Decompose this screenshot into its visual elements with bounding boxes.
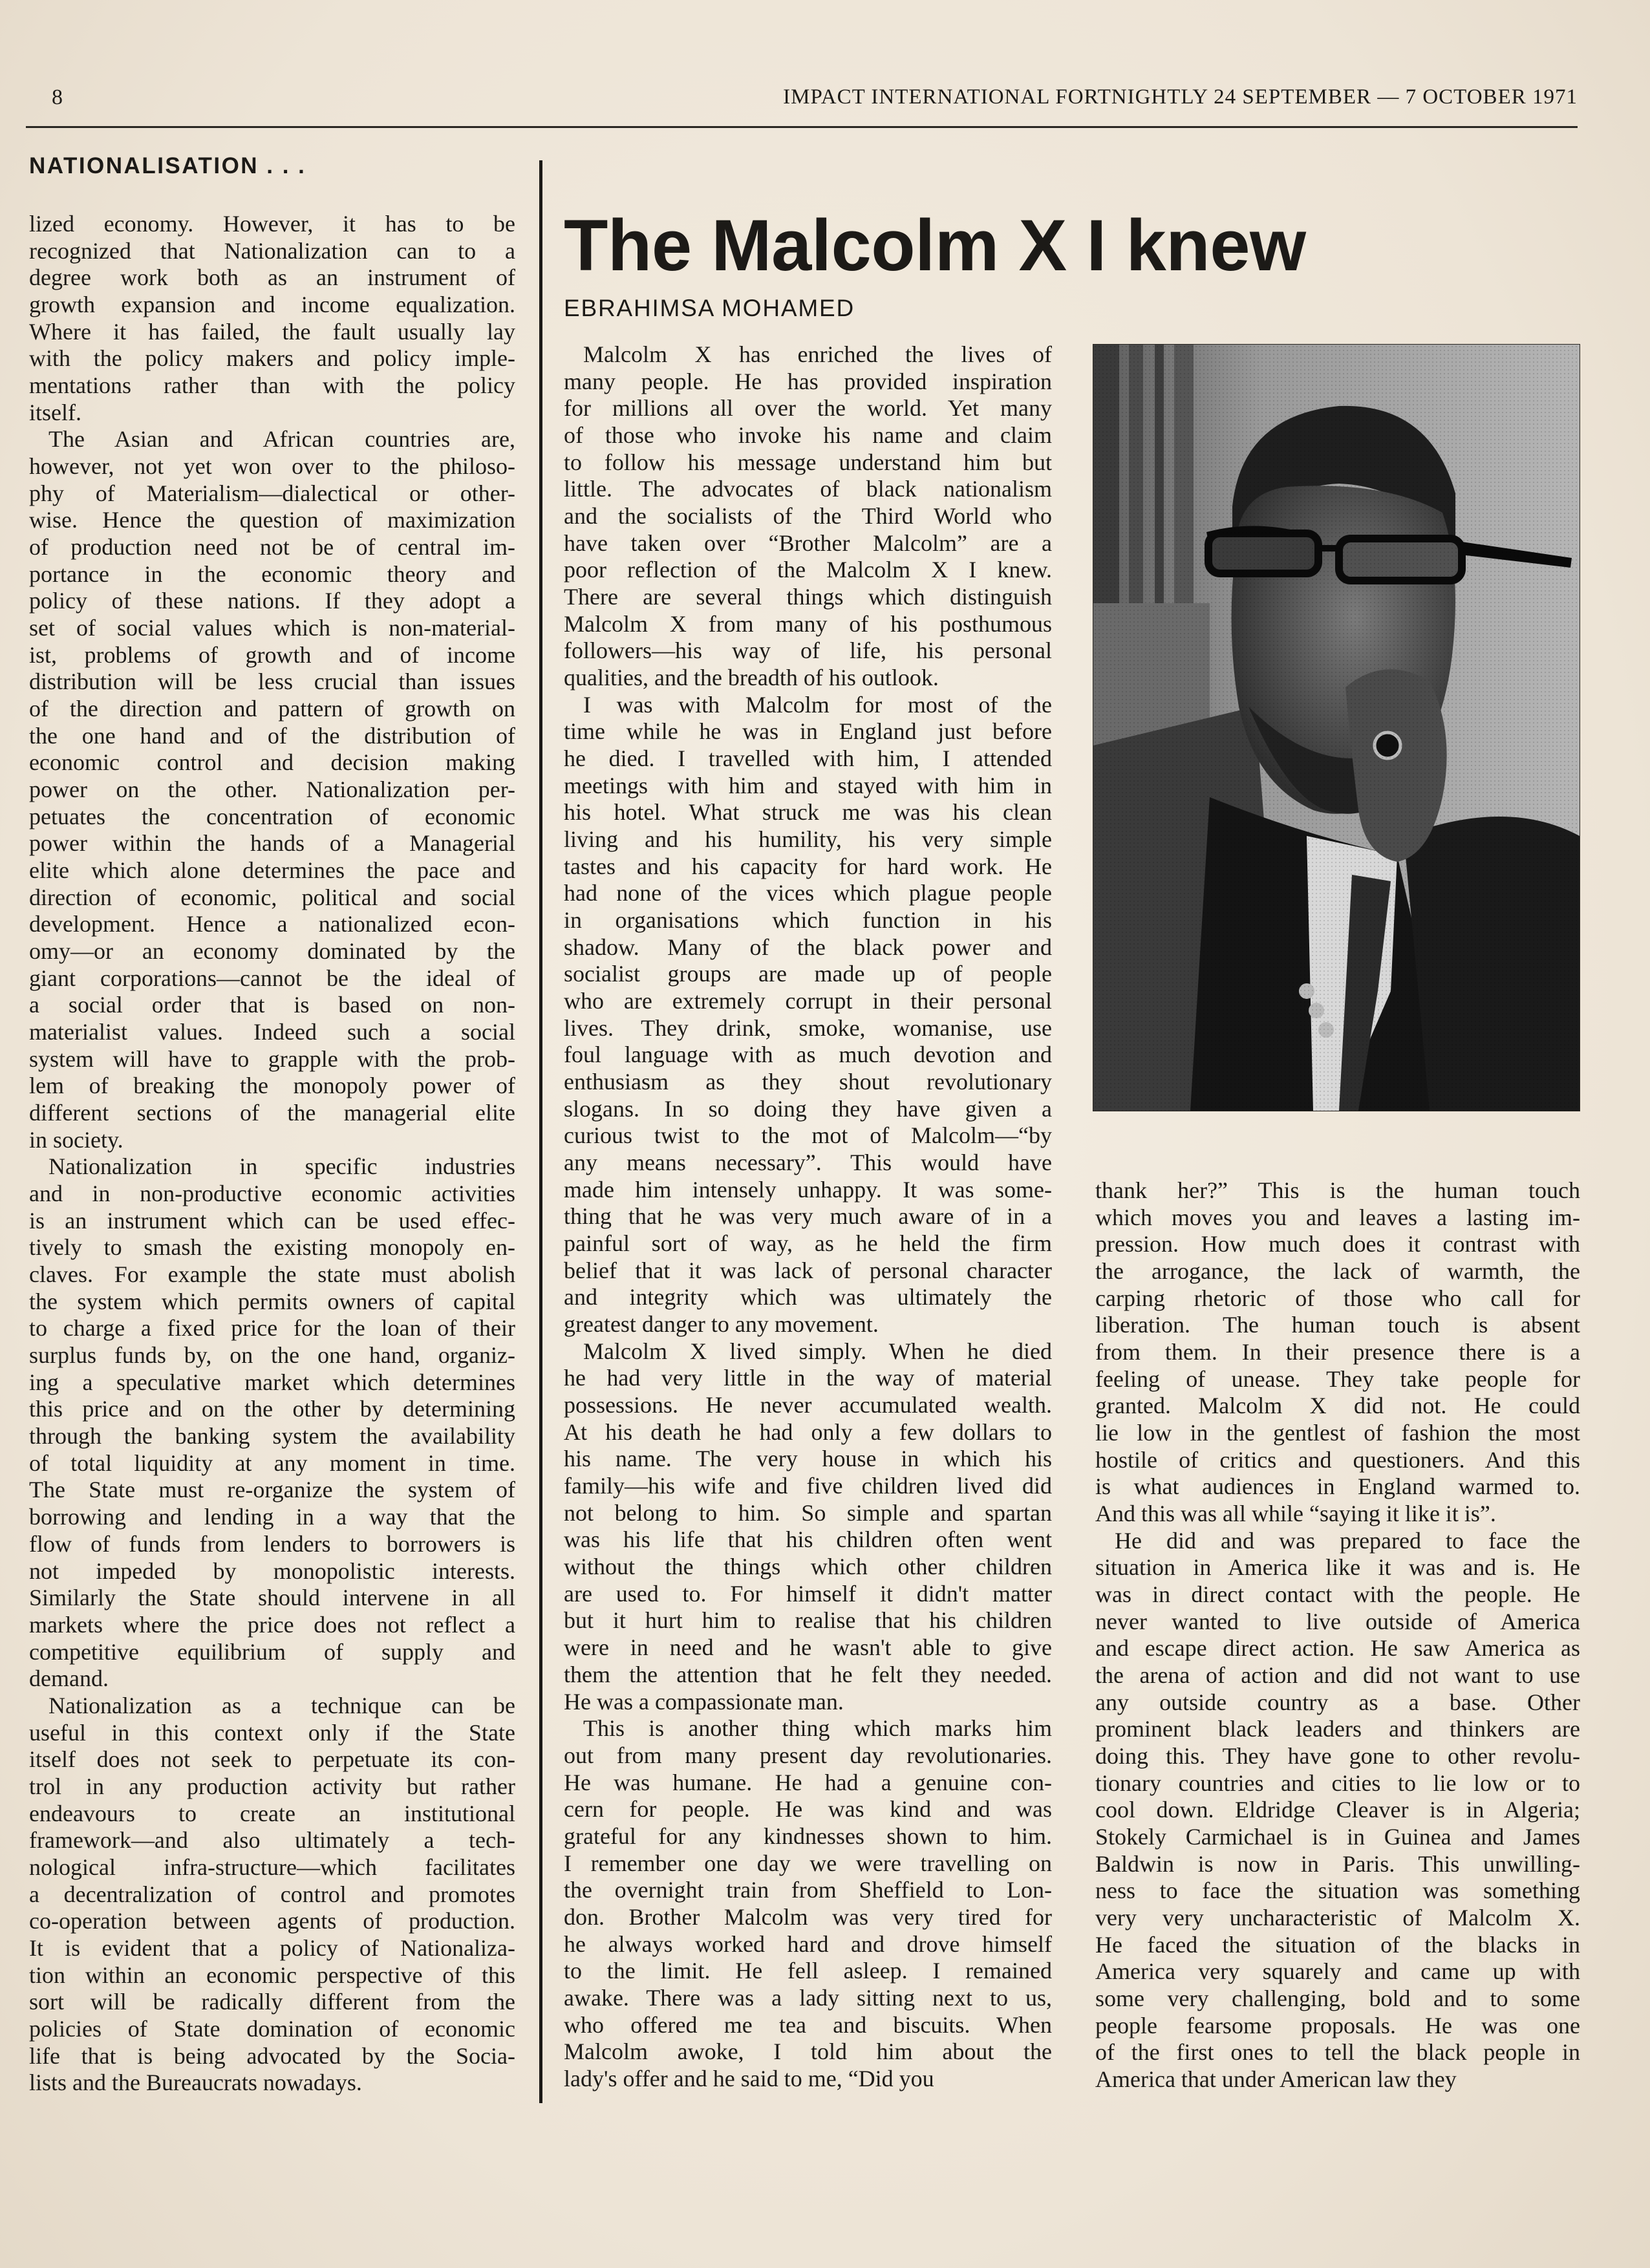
text-line: hostile of critics and questioners. And this	[1095, 1446, 1580, 1473]
text-line: mentations rather than with the policy	[29, 372, 515, 399]
text-line: Malcolm X has enriched the lives of	[583, 341, 1052, 367]
text-line: the arrogance, the lack of warmth, the	[1095, 1258, 1580, 1284]
text-line: however, not yet won over to the philoso-	[29, 453, 515, 480]
article-byline: EBRAHIMSA MOHAMED	[564, 295, 855, 321]
text-line: who are extremely corrupt in their personal	[564, 988, 1052, 1014]
text-line: awake. There was a lady sitting next to us,	[564, 1984, 1052, 2011]
text-line: granted. Malcolm X did not. He could	[1095, 1393, 1580, 1419]
text-line: meetings with him and stayed with him in	[564, 772, 1052, 798]
text-line: borrowing and lending in a way that the	[29, 1504, 515, 1530]
text-line: little. The advocates of black nationalism	[564, 476, 1052, 502]
text-line: and in non-productive economic activities	[29, 1181, 515, 1207]
text-line: markets where the price does not reflect a	[29, 1611, 515, 1638]
text-line: I was with Malcolm for most of the	[583, 691, 1052, 718]
text-line: never wanted to live outside of America	[1095, 1608, 1580, 1634]
text-line: to follow his message understand him but	[564, 449, 1052, 475]
text-line: co-operation between agents of production.	[29, 1908, 515, 1934]
text-line: different sections of the managerial elite	[29, 1100, 515, 1126]
text-line: liberation. The human touch is absent	[1095, 1312, 1580, 1338]
text-line: time while he was in England just before	[564, 718, 1052, 745]
text-line: And this was all while “saying it like it is”.	[1095, 1501, 1496, 1527]
text-line: a decentralization of control and promotes	[29, 1881, 515, 1907]
text-line: prominent black leaders and thinkers are	[1095, 1716, 1580, 1742]
text-line: thank her?” This is the human touch	[1095, 1177, 1580, 1203]
text-line: ness to face the situation was something	[1095, 1878, 1580, 1904]
text-line: his name. The very house in which his	[564, 1446, 1052, 1472]
text-line: distribution will be less crucial than issues	[29, 669, 515, 695]
text-line: carping rhetoric of those who call for	[1095, 1285, 1580, 1311]
text-line: the arena of action and did not want to use	[1095, 1662, 1580, 1689]
text-line: nological infra-structure—which facilitates	[29, 1854, 515, 1880]
text-line: policy of these nations. If they adopt a	[29, 588, 515, 614]
text-line: and integrity which was ultimately the	[564, 1284, 1052, 1311]
text-line: America that under American law they	[1095, 2066, 1457, 2093]
text-line: He was a compassionate man.	[564, 1688, 844, 1715]
text-line: many people. He has provided inspiration	[564, 368, 1052, 394]
text-line: tion within an economic perspective of this	[29, 1962, 515, 1988]
text-line: the system which permits owners of capital	[29, 1288, 515, 1314]
main-article-column-1	[564, 341, 1052, 2100]
continued-article-kicker: NATIONALISATION . . .	[29, 153, 306, 178]
text-line: endeavours to create an institutional	[29, 1800, 515, 1826]
text-line: are used to. For himself it didn't matter	[564, 1580, 1052, 1607]
text-line: who offered me tea and biscuits. When	[564, 2011, 1052, 2038]
text-line: cool down. Eldridge Cleaver is in Algeria;	[1095, 1797, 1580, 1823]
text-line: he had very little in the way of material	[564, 1365, 1052, 1391]
text-line: I remember one day we were travelling on	[564, 1850, 1052, 1876]
text-line: which moves you and leaves a lasting im-	[1095, 1204, 1580, 1230]
malcolm-x-portrait-photo	[1093, 344, 1580, 1111]
text-line: but it hurt him to realise that his children	[564, 1607, 1052, 1634]
text-line: lady's offer and he said to me, “Did you	[564, 2065, 934, 2091]
text-line: thing that he was very much aware of in a	[564, 1203, 1052, 1230]
text-line: a social order that is based on non-	[29, 992, 515, 1018]
text-line: through the banking system the availability	[29, 1423, 515, 1450]
text-line: competitive equilibrium of supply and	[29, 1638, 515, 1665]
text-line: slogans. In so doing they have given a	[564, 1095, 1052, 1122]
text-line: of the direction and pattern of growth on	[29, 696, 515, 722]
text-line: was his life that his children often went	[564, 1526, 1052, 1553]
text-line: itself.	[29, 399, 81, 425]
text-line: he died. I travelled with him, I attended	[564, 745, 1052, 772]
column-divider	[539, 160, 542, 2103]
text-line: to the limit. He fell asleep. I remained	[564, 1958, 1052, 1984]
text-line: omy—or an economy dominated by the	[29, 938, 515, 965]
text-line: sort will be radically different from the	[29, 1989, 515, 2015]
text-line: cern for people. He was kind and was	[564, 1796, 1052, 1823]
text-line: Where it has failed, the fault usually lay	[29, 318, 515, 345]
text-line: without the things which other children	[564, 1554, 1052, 1580]
text-line: any outside country as a base. Other	[1095, 1689, 1580, 1715]
text-line: this price and on the other by determining	[29, 1396, 515, 1422]
text-line: set of social values which is non-material-	[29, 615, 515, 641]
text-line: of production need not be of central im-	[29, 534, 515, 561]
text-line: Malcolm X lived simply. When he died	[583, 1338, 1052, 1364]
text-line: socialist groups are made up of people	[564, 961, 1052, 987]
text-line: giant corporations—cannot be the ideal of	[29, 965, 515, 991]
text-line: the overnight train from Sheffield to Lon-	[564, 1877, 1052, 1903]
text-line: some very challenging, bold and to some	[1095, 1985, 1580, 2012]
text-line: phy of Materialism—dialectical or other-	[29, 480, 515, 506]
text-line: was in direct contact with the people. He	[1095, 1581, 1580, 1608]
text-line: Nationalization as a technique can be	[48, 1692, 515, 1718]
text-line: doing this. They have gone to other revolu-	[1095, 1743, 1580, 1770]
text-line: surplus funds by, on the one hand, organiz-	[29, 1342, 515, 1369]
text-line: America very squarely and came up with	[1095, 1958, 1580, 1985]
text-line: Similarly the State should intervene in all	[29, 1585, 515, 1611]
text-line: followers—his way of life, his personal	[564, 637, 1052, 664]
text-line: his hotel. What struck me was his clean	[564, 799, 1052, 826]
text-line: He did and was prepared to face the	[1115, 1527, 1580, 1554]
text-line: recognized that Nationalization can to a	[29, 237, 515, 264]
text-line: tionary countries and cities to lie low or to	[1095, 1770, 1580, 1796]
text-line: Stokely Carmichael is in Guinea and James	[1095, 1824, 1580, 1850]
publication-header: IMPACT INTERNATIONAL FORTNIGHTLY 24 SEPTEMBER — 7 OCTOBER 1971	[783, 85, 1578, 109]
text-line: flow of funds from lenders to borrowers is	[29, 1530, 515, 1557]
text-line: situation in America like it was and is. He	[1095, 1554, 1580, 1581]
text-line: not impeded by monopolistic interests.	[29, 1557, 515, 1584]
text-line: economic control and decision making	[29, 749, 515, 776]
text-line: made him intensely unhappy. It was some-	[564, 1176, 1052, 1203]
text-line: is what audiences in England warmed to.	[1095, 1473, 1580, 1500]
page-number: 8	[52, 85, 63, 109]
text-line: The Asian and African countries are,	[48, 426, 515, 453]
text-line: wise. Hence the question of maximization	[29, 507, 515, 533]
text-line: power within the hands of a Managerial	[29, 830, 515, 857]
text-line: direction of economic, political and social	[29, 884, 515, 910]
text-line: elite which alone determines the pace and	[29, 857, 515, 884]
text-line: had none of the vices which plague people	[564, 880, 1052, 906]
text-line: petuates the concentration of economic	[29, 803, 515, 829]
text-line: He faced the situation of the blacks in	[1095, 1931, 1580, 1958]
text-line: itself does not seek to perpetuate its con-	[29, 1746, 515, 1773]
text-line: from them. In their presence there is a	[1095, 1339, 1580, 1365]
text-line: lem of breaking the monopoly power of	[29, 1073, 515, 1099]
text-line: Malcolm X from many of his posthumous	[564, 610, 1052, 637]
text-line: family—his wife and five children lived did	[564, 1473, 1052, 1499]
text-line: Baldwin is now in Paris. This unwilling-	[1095, 1850, 1580, 1877]
text-line: There are several things which distinguish	[564, 584, 1052, 610]
text-line: degree work both as an instrument of	[29, 264, 515, 291]
text-line: of those who invoke his name and claim	[564, 422, 1052, 448]
text-line: foul language with as much devotion and	[564, 1042, 1052, 1068]
text-line: lists and the Bureaucrats nowadays.	[29, 2070, 362, 2096]
text-line: ist, problems of growth and of income	[29, 641, 515, 668]
text-line: very very uncharacteristic of Malcolm X.	[1095, 1905, 1580, 1931]
text-line: This is another thing which marks him	[583, 1715, 1052, 1742]
text-line: tastes and his capacity for hard work. He	[564, 853, 1052, 879]
text-line: is an instrument which can be used effec-	[29, 1207, 515, 1234]
text-line: people fearsome proposals. He was one	[1095, 2012, 1580, 2038]
text-line: trol in any production activity but rather	[29, 1773, 515, 1799]
text-line: and the socialists of the Third World who	[564, 503, 1052, 530]
text-line: power on the other. Nationalization per-	[29, 776, 515, 803]
text-line: The State must re-organize the system of	[29, 1477, 515, 1503]
text-line: in society.	[29, 1126, 123, 1153]
text-line: have taken over “Brother Malcolm” are a	[564, 530, 1052, 556]
text-line: belief that it was lack of personal character	[564, 1257, 1052, 1283]
text-line: to charge a fixed price for the loan of their	[29, 1315, 515, 1342]
text-line: feeling of unease. They take people for	[1095, 1365, 1580, 1392]
text-line: for millions all over the world. Yet many	[564, 395, 1052, 422]
text-line: of the first ones to tell the black people in	[1095, 2039, 1580, 2066]
text-line: At his death he had only a few dollars to	[564, 1418, 1052, 1445]
text-line: lized economy. However, it has to be	[29, 211, 515, 237]
text-line: qualities, and the breadth of his outlook.	[564, 665, 939, 691]
text-line: useful in this context only if the State	[29, 1719, 515, 1746]
left-article-column	[29, 211, 515, 2102]
text-line: in organisations which function in his	[564, 907, 1052, 934]
text-line: poor reflection of the Malcolm X I knew.	[564, 557, 1052, 583]
text-line: of total liquidity at any moment in time.	[29, 1450, 515, 1476]
text-line: not belong to him. So simple and spartan	[564, 1499, 1052, 1526]
article-title: The Malcolm X I knew	[564, 205, 1306, 286]
text-line: lie low in the gentlest of fashion the most	[1095, 1420, 1580, 1446]
header-rule	[26, 126, 1578, 128]
text-line: don. Brother Malcolm was very tired for	[564, 1903, 1052, 1930]
text-line: enthusiasm as they shout revolutionary	[564, 1069, 1052, 1095]
text-line: framework—and also ultimately a tech-	[29, 1827, 515, 1854]
text-line: out from many present day revolutionaries.	[564, 1742, 1052, 1768]
text-line: any means necessary”. This would have	[564, 1150, 1052, 1176]
text-line: demand.	[29, 1665, 109, 1692]
main-article-column-2	[1095, 1177, 1580, 2102]
text-line: were in need and he wasn't able to give	[564, 1634, 1052, 1661]
text-line: he always worked hard and drove himself	[564, 1931, 1052, 1957]
text-line: pression. How much does it contrast with	[1095, 1231, 1580, 1257]
text-line: Nationalization in specific industries	[48, 1153, 515, 1180]
text-line: shadow. Many of the black power and	[564, 934, 1052, 960]
text-line: He was humane. He had a genuine con-	[564, 1769, 1052, 1795]
text-line: living and his humility, his very simple	[564, 826, 1052, 853]
text-line: grateful for any kindnesses shown to him.	[564, 1823, 1052, 1849]
text-line: portance in the economic theory and	[29, 561, 515, 587]
text-line: system will have to grapple with the prob-	[29, 1045, 515, 1072]
text-line: greatest danger to any movement.	[564, 1311, 879, 1338]
text-line: It is evident that a policy of Nationaliza-	[29, 1934, 515, 1961]
text-line: claves. For example the state must abolish	[29, 1261, 515, 1288]
text-line: with the policy makers and policy imple-	[29, 345, 515, 372]
text-line: them the attention that he felt they needed.	[564, 1661, 1052, 1687]
text-line: possessions. He never accumulated wealth.	[564, 1392, 1052, 1418]
text-line: growth expansion and income equalization.	[29, 292, 515, 317]
text-line: Malcolm awoke, I told him about the	[564, 2038, 1052, 2065]
text-line: ing a speculative market which determines	[29, 1369, 515, 1395]
text-line: policies of State domination of economic	[29, 2015, 515, 2042]
text-line: development. Hence a nationalized econ-	[29, 911, 515, 937]
text-line: materialist values. Indeed such a social	[29, 1019, 515, 1045]
text-line: tively to smash the existing monopoly en-	[29, 1234, 515, 1261]
text-line: the one hand and of the distribution of	[29, 722, 515, 749]
text-line: painful sort of way, as he held the firm	[564, 1230, 1052, 1257]
text-line: curious twist to the mot of Malcolm—“by	[564, 1122, 1052, 1149]
text-line: life that is being advocated by the Socia-	[29, 2042, 515, 2069]
text-line: and escape direct action. He saw America as	[1095, 1635, 1580, 1662]
text-line: lives. They drink, smoke, womanise, use	[564, 1014, 1052, 1041]
